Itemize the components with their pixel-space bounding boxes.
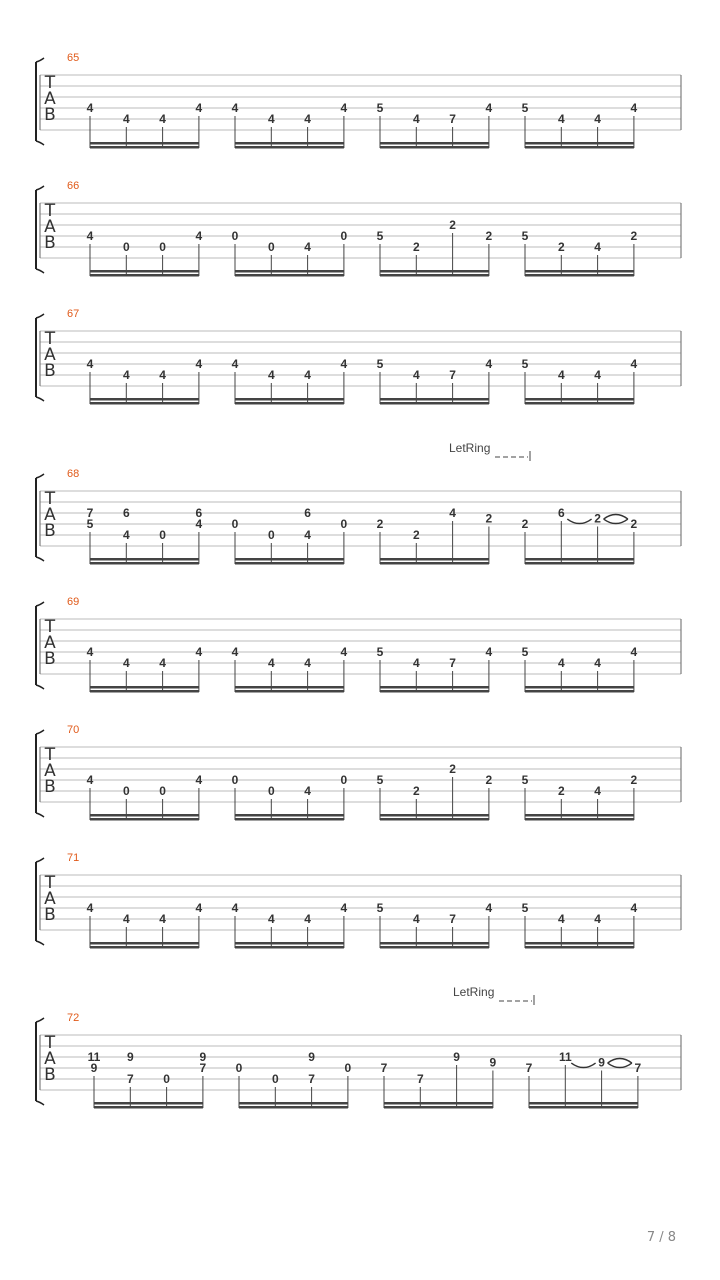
fret-number: 6 — [122, 506, 130, 520]
fret-number: 4 — [594, 368, 601, 382]
fret-number: 4 — [304, 656, 311, 670]
fret-number: 7 — [416, 1072, 424, 1086]
tab-clef-letter: T — [44, 489, 56, 509]
beam-primary — [239, 1106, 348, 1109]
fret-number: 4 — [594, 112, 601, 126]
beam-primary — [90, 274, 199, 277]
fret-number: 4 — [122, 368, 130, 382]
fret-number: 0 — [271, 1072, 279, 1086]
fret-number: 4 — [485, 645, 493, 659]
fret-number: 7 — [449, 112, 456, 126]
bracket-bottom-hook — [36, 269, 44, 273]
tie-arc — [608, 1059, 632, 1064]
fret-number: 0 — [122, 784, 130, 798]
bracket-top-hook — [36, 474, 44, 478]
fret-number: 0 — [163, 1072, 170, 1086]
tab-clef-letter: T — [44, 873, 56, 893]
beam-secondary — [525, 398, 634, 401]
fret-number: 4 — [304, 368, 311, 382]
beam-primary — [90, 690, 199, 693]
beam-secondary — [90, 686, 199, 689]
fret-number: 4 — [267, 912, 275, 926]
fret-number: 4 — [557, 112, 565, 126]
fret-number: 0 — [235, 1061, 243, 1075]
fret-number: 4 — [594, 656, 601, 670]
tab-clef-letter: T — [44, 617, 56, 637]
fret-number: 0 — [267, 240, 275, 254]
fret-number: 2 — [557, 240, 565, 254]
fret-number: 4 — [122, 528, 130, 542]
bracket-top-hook — [36, 1018, 44, 1022]
staff-system-68 — [36, 441, 681, 565]
beam-secondary — [90, 814, 199, 817]
fret-number: 2 — [412, 784, 420, 798]
fret-number: 6 — [557, 506, 565, 520]
beam-primary — [90, 818, 199, 821]
tab-clef-letter: A — [44, 1049, 56, 1069]
fret-number: 5 — [521, 901, 529, 915]
fret-number: 4 — [412, 912, 420, 926]
beam-secondary — [380, 270, 489, 273]
fret-number: 2 — [412, 240, 420, 254]
beam-secondary — [90, 142, 199, 145]
tab-clef-letter: B — [44, 649, 56, 669]
beam-secondary — [235, 398, 344, 401]
fret-number: 4 — [340, 101, 348, 115]
fret-number: 2 — [376, 517, 384, 531]
measure-number: 68 — [67, 468, 80, 480]
beam-secondary — [525, 142, 634, 145]
beam-secondary — [380, 814, 489, 817]
beam-secondary — [235, 942, 344, 945]
tie-arc — [567, 519, 591, 524]
measure-number: 69 — [67, 596, 80, 608]
tab-clef-letter: B — [44, 905, 56, 925]
let-ring-label: LetRing — [453, 985, 495, 999]
tab-clef-letter: T — [44, 201, 56, 221]
beam-secondary — [525, 942, 634, 945]
fret-number: 4 — [86, 229, 94, 243]
fret-number: 4 — [159, 656, 166, 670]
fret-number: 4 — [195, 357, 203, 371]
fret-number: 7 — [634, 1061, 642, 1075]
beam-primary — [380, 818, 489, 821]
fret-number: 4 — [304, 528, 311, 542]
fret-number: 4 — [159, 368, 166, 382]
staff-system-71 — [36, 852, 681, 949]
beam-secondary — [529, 1102, 638, 1105]
fret-number: 9 — [126, 1050, 134, 1064]
fret-number: 4 — [122, 656, 130, 670]
tab-clef-letter: A — [44, 761, 56, 781]
fret-number: 5 — [376, 357, 384, 371]
fret-number: 7 — [308, 1072, 315, 1086]
beam-secondary — [525, 558, 634, 561]
beam-primary — [525, 690, 634, 693]
fret-number: 4 — [195, 229, 203, 243]
bracket-bottom-hook — [36, 141, 44, 145]
fret-number: 5 — [376, 773, 384, 787]
beam-secondary — [384, 1102, 493, 1105]
fret-number: 5 — [376, 645, 384, 659]
tab-clef-letter: B — [44, 233, 56, 253]
fret-number: 7 — [199, 1061, 207, 1075]
fret-number: 7 — [449, 368, 456, 382]
fret-number: 0 — [122, 240, 130, 254]
fret-number: 0 — [159, 784, 166, 798]
beam-primary — [525, 402, 634, 405]
staff-system-66 — [36, 180, 681, 277]
fret-number: 5 — [521, 357, 529, 371]
fret-number: 4 — [195, 901, 203, 915]
bracket-bottom-hook — [36, 397, 44, 401]
beam-primary — [90, 562, 199, 565]
beam-primary — [380, 274, 489, 277]
fret-number: 4 — [195, 101, 203, 115]
fret-number: 4 — [159, 912, 166, 926]
fret-number: 4 — [557, 368, 565, 382]
tie-arc — [571, 1063, 595, 1068]
staff-system-72 — [36, 985, 681, 1109]
tab-clef-letter: T — [44, 329, 56, 349]
bracket-top-hook — [36, 730, 44, 734]
measure-number: 71 — [67, 852, 80, 864]
fret-number: 4 — [86, 357, 94, 371]
fret-number: 6 — [304, 506, 311, 520]
fret-number: 4 — [267, 368, 275, 382]
fret-number: 4 — [304, 112, 311, 126]
beam-secondary — [90, 942, 199, 945]
beam-primary — [90, 946, 199, 949]
fret-number: 4 — [485, 901, 493, 915]
fret-number: 4 — [122, 912, 130, 926]
fret-number: 2 — [630, 773, 638, 787]
bracket-bottom-hook — [36, 557, 44, 561]
beam-primary — [525, 562, 634, 565]
fret-number: 0 — [340, 229, 348, 243]
fret-number: 2 — [485, 229, 493, 243]
fret-number: 4 — [594, 912, 601, 926]
bracket-bottom-hook — [36, 1101, 44, 1105]
tab-clef-letter: A — [44, 889, 56, 909]
fret-number: 4 — [195, 517, 203, 531]
fret-number: 7 — [380, 1061, 388, 1075]
fret-number: 11 — [558, 1050, 572, 1064]
tie-arc — [604, 515, 628, 520]
beam-secondary — [90, 558, 199, 561]
fret-number: 0 — [340, 773, 348, 787]
bracket-top-hook — [36, 314, 44, 318]
beam-primary — [235, 402, 344, 405]
fret-number: 0 — [340, 517, 348, 531]
fret-number: 4 — [231, 645, 239, 659]
fret-number: 0 — [159, 240, 166, 254]
beam-primary — [94, 1106, 203, 1109]
fret-number: 0 — [267, 784, 275, 798]
measure-number: 66 — [67, 180, 80, 192]
fret-number: 4 — [304, 240, 311, 254]
measure-number: 72 — [67, 1012, 80, 1024]
bracket-bottom-hook — [36, 941, 44, 945]
beam-primary — [380, 946, 489, 949]
beam-secondary — [525, 686, 634, 689]
tab-clef-letter: A — [44, 633, 56, 653]
tab-clef-letter: T — [44, 745, 56, 765]
staff-system-67 — [36, 308, 681, 405]
fret-number: 4 — [86, 645, 94, 659]
beam-primary — [529, 1106, 638, 1109]
beam-secondary — [235, 558, 344, 561]
beam-primary — [235, 690, 344, 693]
fret-number: 4 — [485, 101, 493, 115]
tab-clef-letter: B — [44, 361, 56, 381]
fret-number: 4 — [231, 357, 239, 371]
fret-number: 5 — [521, 101, 529, 115]
fret-number: 4 — [231, 101, 239, 115]
beam-secondary — [90, 270, 199, 273]
fret-number: 2 — [630, 229, 638, 243]
beam-primary — [525, 274, 634, 277]
beam-primary — [90, 402, 199, 405]
tab-clef-letter: A — [44, 345, 56, 365]
fret-number: 4 — [557, 912, 565, 926]
fret-number: 7 — [126, 1072, 134, 1086]
beam-primary — [235, 274, 344, 277]
fret-number: 2 — [594, 511, 601, 526]
fret-number: 6 — [195, 506, 203, 520]
fret-number: 4 — [267, 112, 275, 126]
fret-number: 4 — [412, 112, 420, 126]
beam-primary — [235, 562, 344, 565]
fret-number: 4 — [340, 357, 348, 371]
beam-secondary — [525, 814, 634, 817]
tab-clef-letter: B — [44, 1065, 56, 1085]
fret-number: 4 — [195, 645, 203, 659]
beam-primary — [384, 1106, 493, 1109]
let-ring-label: LetRing — [449, 441, 491, 455]
beam-secondary — [235, 814, 344, 817]
beam-secondary — [90, 398, 199, 401]
fret-number: 5 — [521, 645, 529, 659]
beam-primary — [380, 146, 489, 149]
fret-number: 7 — [449, 912, 456, 926]
staff-system-70 — [36, 724, 681, 821]
measure-number: 65 — [67, 52, 80, 64]
beam-secondary — [380, 942, 489, 945]
beam-secondary — [235, 686, 344, 689]
fret-number: 4 — [267, 656, 275, 670]
beam-secondary — [235, 142, 344, 145]
fret-number: 4 — [630, 645, 638, 659]
bracket-top-hook — [36, 58, 44, 62]
tab-clef-letter: A — [44, 505, 56, 525]
fret-number: 5 — [86, 517, 94, 531]
fret-number: 2 — [521, 517, 529, 531]
fret-number: 2 — [630, 517, 638, 531]
fret-number: 0 — [231, 773, 239, 787]
fret-number: 4 — [630, 901, 638, 915]
fret-number: 7 — [86, 506, 94, 520]
fret-number: 0 — [159, 528, 166, 542]
beam-primary — [235, 818, 344, 821]
fret-number: 7 — [525, 1061, 533, 1075]
fret-number: 9 — [489, 1055, 497, 1070]
fret-number: 4 — [231, 901, 239, 915]
fret-number: 4 — [86, 901, 94, 915]
fret-number: 4 — [195, 773, 203, 787]
beam-secondary — [239, 1102, 348, 1105]
fret-number: 4 — [485, 357, 493, 371]
beam-primary — [235, 946, 344, 949]
tab-clef-letter: B — [44, 105, 56, 125]
fret-number: 5 — [376, 901, 384, 915]
fret-number: 4 — [557, 656, 565, 670]
fret-number: 0 — [231, 517, 239, 531]
tab-clef-letter: T — [44, 1033, 56, 1053]
tab-clef-letter: A — [44, 217, 56, 237]
fret-number: 4 — [594, 240, 601, 254]
beam-primary — [525, 818, 634, 821]
tab-clef-letter: B — [44, 777, 56, 797]
fret-number: 4 — [86, 773, 94, 787]
beam-primary — [525, 946, 634, 949]
fret-number: 4 — [304, 784, 311, 798]
fret-number: 4 — [304, 912, 311, 926]
measure-number: 70 — [67, 724, 80, 736]
beam-primary — [90, 146, 199, 149]
fret-number: 4 — [340, 645, 348, 659]
fret-number: 4 — [86, 101, 94, 115]
beam-secondary — [235, 270, 344, 273]
beam-secondary — [380, 558, 489, 561]
fret-number: 9 — [453, 1050, 460, 1064]
fret-number: 2 — [485, 773, 493, 787]
beam-primary — [380, 690, 489, 693]
fret-number: 7 — [449, 656, 456, 670]
fret-number: 5 — [376, 101, 384, 115]
fret-number: 5 — [521, 773, 529, 787]
fret-number: 2 — [449, 218, 456, 232]
tab-clef-letter: T — [44, 73, 56, 93]
fret-number: 4 — [594, 784, 601, 798]
beam-secondary — [380, 142, 489, 145]
bracket-bottom-hook — [36, 685, 44, 689]
fret-number: 2 — [557, 784, 565, 798]
fret-number: 0 — [231, 229, 239, 243]
fret-number: 4 — [449, 506, 456, 520]
beam-primary — [380, 402, 489, 405]
page-number: 7 / 8 — [646, 1230, 676, 1245]
beam-secondary — [380, 398, 489, 401]
beam-primary — [235, 146, 344, 149]
fret-number: 4 — [412, 368, 420, 382]
beam-primary — [380, 562, 489, 565]
fret-number: 9 — [598, 1055, 605, 1070]
staff-system-69 — [36, 596, 681, 693]
fret-number: 11 — [87, 1050, 101, 1064]
tab-clef-letter: B — [44, 521, 56, 541]
fret-number: 4 — [159, 112, 166, 126]
staff-system-65 — [36, 52, 681, 149]
bracket-top-hook — [36, 186, 44, 190]
fret-number: 4 — [412, 656, 420, 670]
tie-arc — [608, 1063, 632, 1068]
fret-number: 0 — [344, 1061, 352, 1075]
beam-primary — [525, 146, 634, 149]
fret-number: 4 — [630, 357, 638, 371]
measure-number: 67 — [67, 308, 80, 320]
fret-number: 9 — [199, 1050, 207, 1064]
fret-number: 5 — [376, 229, 384, 243]
fret-number: 9 — [90, 1061, 98, 1075]
beam-secondary — [380, 686, 489, 689]
fret-number: 4 — [630, 101, 638, 115]
fret-number: 2 — [412, 528, 420, 542]
fret-number: 4 — [340, 901, 348, 915]
fret-number: 2 — [449, 762, 456, 776]
tie-arc — [604, 519, 628, 524]
tab-clef-letter: A — [44, 89, 56, 109]
fret-number: 0 — [267, 528, 275, 542]
beam-secondary — [525, 270, 634, 273]
fret-number: 5 — [521, 229, 529, 243]
bracket-bottom-hook — [36, 813, 44, 817]
fret-number: 4 — [122, 112, 130, 126]
bracket-top-hook — [36, 602, 44, 606]
bracket-top-hook — [36, 858, 44, 862]
fret-number: 2 — [485, 511, 493, 526]
fret-number: 9 — [308, 1050, 315, 1064]
beam-secondary — [94, 1102, 203, 1105]
